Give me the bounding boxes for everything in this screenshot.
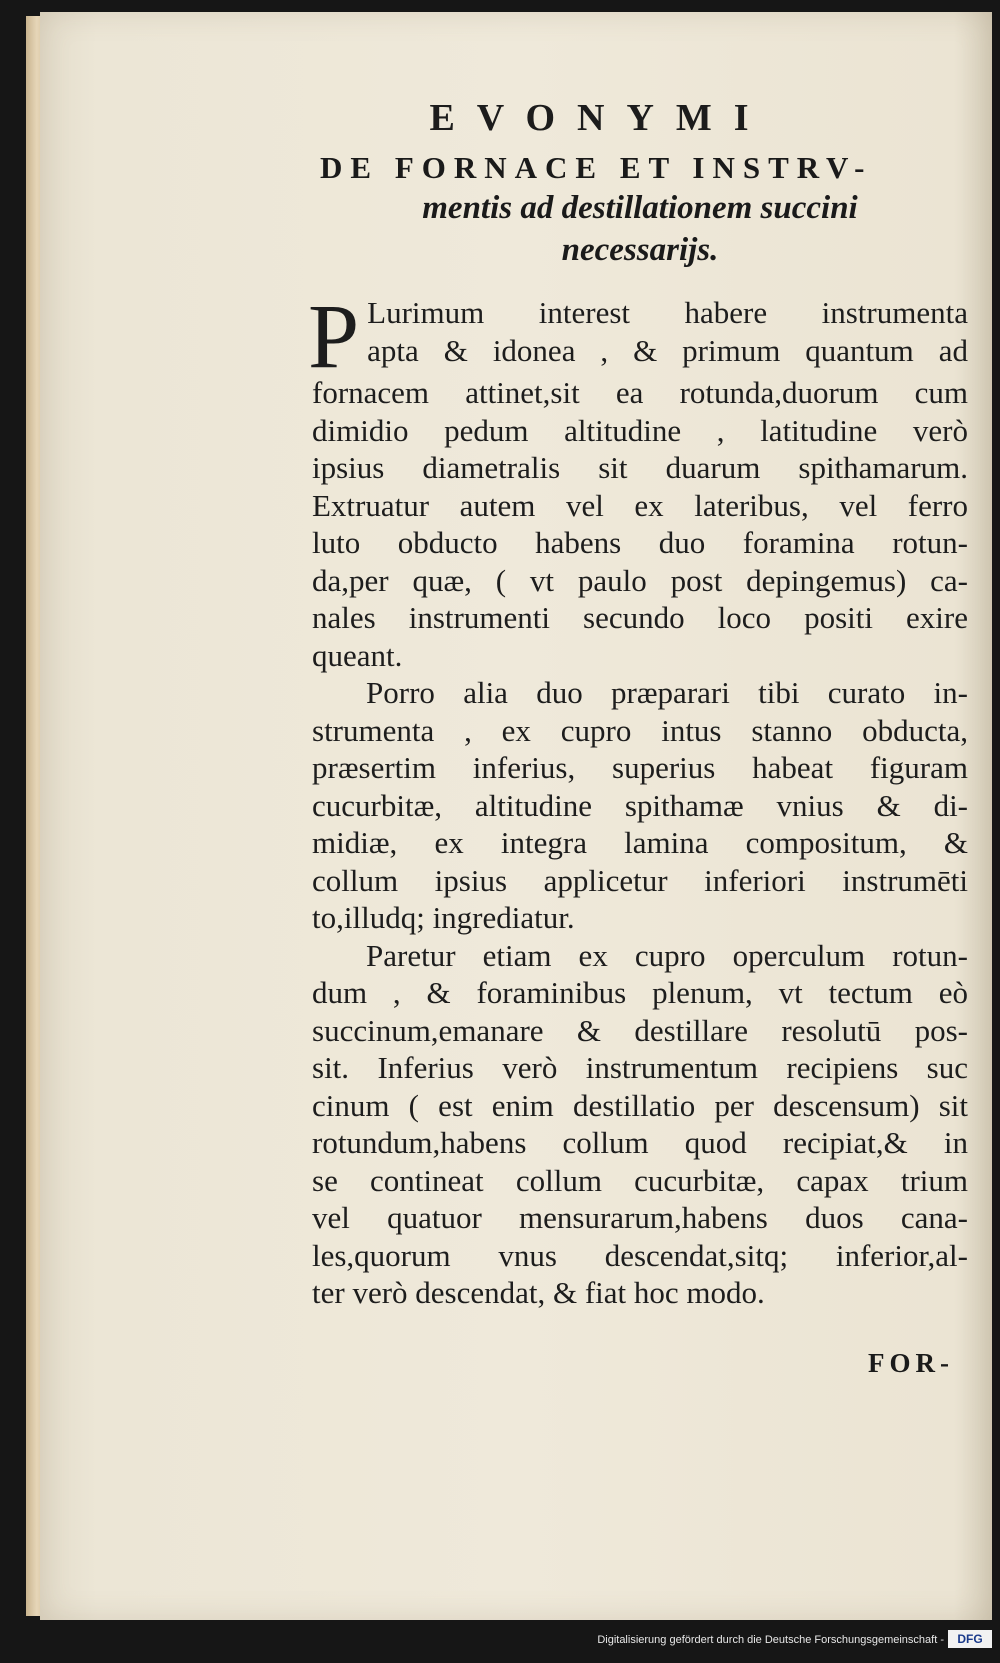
text-line: dum , & foraminibus plenum, vt tectum eò [312,975,968,1010]
running-head: EVONYMI [429,97,771,139]
paragraph-1 [308,285,968,674]
text-line: Lurimum interest habere instrumenta [367,295,968,330]
digitization-credit: Digitalisierung gefördert durch die Deutsche Forschungsgemeinschaft - [597,1634,944,1646]
text-line: midiæ, ex integra lamina compositum, & [312,825,968,860]
catchword: FOR- [868,1348,954,1378]
text-line: Porro alia duo præparari tibi curato in- [366,675,968,710]
text-line: to,illudq; ingrediatur. [312,900,575,935]
text-line: ipsius diametralis sit duarum spithamarum. [312,450,968,485]
paragraph-3 [312,937,968,1312]
body-text [308,285,968,1312]
text-line: Extruatur autem vel ex lateribus, vel ferro [312,487,968,523]
text-line: cucurbitæ, altitudine spithamæ vnius & di- [312,787,968,823]
chapter-title: DE FORNACE ET INSTRV- [320,150,873,185]
text-line: apta & idonea , & primum quantum ad [367,332,968,368]
text-line: vel quatuor mensurarum,habens duos cana- [312,1200,968,1235]
text-line: collum ipsius applicetur inferiori instrumēti [312,862,968,898]
text-line: luto obducto habens duo foramina rotun- [312,525,968,560]
text-line: nales instrumenti secundo loco positi exire [312,600,968,635]
text-line: cinum ( est enim destillatio per descensum) sit [312,1087,968,1123]
drop-cap: P [308,285,360,387]
text-line: succinum,emanare & destillare resolutū pos- [312,1012,968,1048]
text-line: se contineat collum cucurbitæ, capax trium [312,1162,968,1198]
text-line: præsertim inferius, superius habeat figuram [312,750,968,785]
text-line: sit. Inferius verò instrumentum recipiens suc [312,1050,968,1085]
text-line: strumenta , ex cupro intus stanno obducta, [312,712,968,748]
text-line: ter verò descendat, & fiat hoc modo. [312,1275,765,1310]
dfg-logo: DFG [948,1630,992,1648]
text-line: da,per quæ, ( vt paulo post depingemus) ca- [312,562,968,598]
chapter-subtitle-line-2: necessarijs. [561,232,719,268]
paragraph-2 [312,674,968,937]
text-line: queant. [312,637,403,673]
text-line: Paretur etiam ex cupro operculum rotun- [366,937,968,973]
text-line: fornacem attinet,sit ea rotunda,duorum cum [312,375,968,410]
text-line: les,quorum vnus descendat,sitq; inferior,al- [312,1237,968,1273]
text-line: dimidio pedum altitudine , latitudine verò [312,412,968,448]
text-line: rotundum,habens collum quod recipiat,& in [312,1125,968,1160]
chapter-subtitle-line-1: mentis ad destillationem succini [422,190,858,226]
